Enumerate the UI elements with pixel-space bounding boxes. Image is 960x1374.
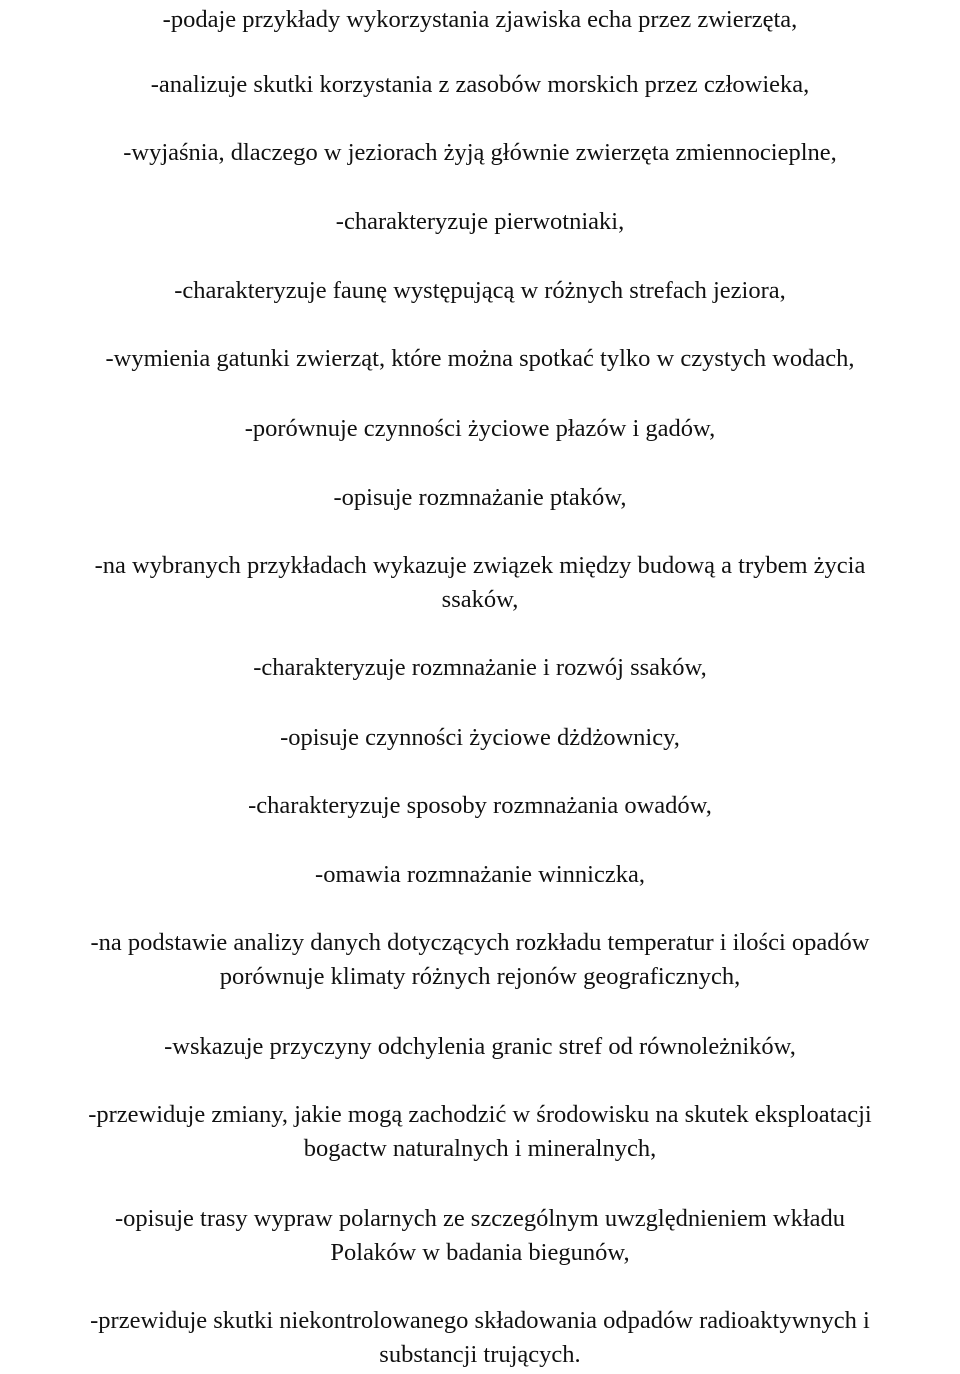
list-item-line: -przewiduje zmiany, jakie mogą zachodzić w środowisku na skutek eksploatacji bbox=[88, 1101, 872, 1128]
list-item bbox=[0, 721, 960, 755]
list-item bbox=[0, 1098, 960, 1166]
list-item-line: ssaków, bbox=[441, 586, 519, 613]
list-item bbox=[0, 651, 960, 685]
list-item-line: -omawia rozmnażanie winniczka, bbox=[315, 861, 645, 888]
list-item-line: -porównuje czynności życiowe płazów i gadów, bbox=[244, 415, 716, 442]
list-item-line: -charakteryzuje faunę występującą w różnych strefach jeziora, bbox=[174, 277, 786, 304]
list-item-line: -na wybranych przykładach wykazuje związek między budową a trybem życia bbox=[94, 552, 866, 579]
list-item-line: -charakteryzuje pierwotniaki, bbox=[335, 208, 625, 235]
list-item bbox=[0, 858, 960, 892]
list-item-line: -analizuje skutki korzystania z zasobów morskich przez człowieka, bbox=[150, 71, 810, 98]
list-item-line: -wskazuje przyczyny odchylenia granic stref od równoleżników, bbox=[164, 1033, 796, 1060]
list-item bbox=[0, 412, 960, 446]
list-item bbox=[0, 1030, 960, 1064]
list-item-line: porównuje klimaty różnych rejonów geograficznych, bbox=[219, 963, 741, 990]
list-item-line: -opisuje trasy wypraw polarnych ze szczególnym uwzględnieniem wkładu bbox=[115, 1205, 845, 1232]
list-item-line: -charakteryzuje sposoby rozmnażania owadów, bbox=[248, 792, 712, 819]
list-item bbox=[0, 205, 960, 239]
list-item-line: -wyjaśnia, dlaczego w jeziorach żyją głównie zwierzęta zmiennocieplne, bbox=[123, 139, 837, 166]
list-item bbox=[0, 549, 960, 617]
list-item bbox=[0, 136, 960, 170]
list-item-line: bogactw naturalnych i mineralnych, bbox=[303, 1135, 657, 1162]
list-item bbox=[0, 3, 960, 37]
list-item bbox=[0, 274, 960, 308]
list-item-line: -opisuje czynności życiowe dżdżownicy, bbox=[280, 724, 680, 751]
list-item-line: Polaków w badania biegunów, bbox=[330, 1239, 630, 1266]
list-item bbox=[0, 1202, 960, 1270]
list-item-line: -opisuje rozmnażanie ptaków, bbox=[333, 484, 627, 511]
list-item-line: -charakteryzuje rozmnażanie i rozwój ssaków, bbox=[253, 654, 707, 681]
list-item-line: -przewiduje skutki niekontrolowanego składowania odpadów radioaktywnych i bbox=[90, 1307, 870, 1334]
list-item bbox=[0, 481, 960, 515]
list-item-line: -na podstawie analizy danych dotyczących rozkładu temperatur i ilości opadów bbox=[90, 929, 870, 956]
list-item bbox=[0, 68, 960, 102]
list-item bbox=[0, 342, 960, 376]
list-item bbox=[0, 789, 960, 823]
list-item-line: -wymienia gatunki zwierząt, które można spotkać tylko w czystych wodach, bbox=[105, 345, 855, 372]
list-item bbox=[0, 926, 960, 994]
list-item-line: -podaje przykłady wykorzystania zjawiska echa przez zwierzęta, bbox=[162, 6, 798, 33]
list-item-line: substancji trujących. bbox=[379, 1341, 581, 1368]
list-item bbox=[0, 1304, 960, 1372]
